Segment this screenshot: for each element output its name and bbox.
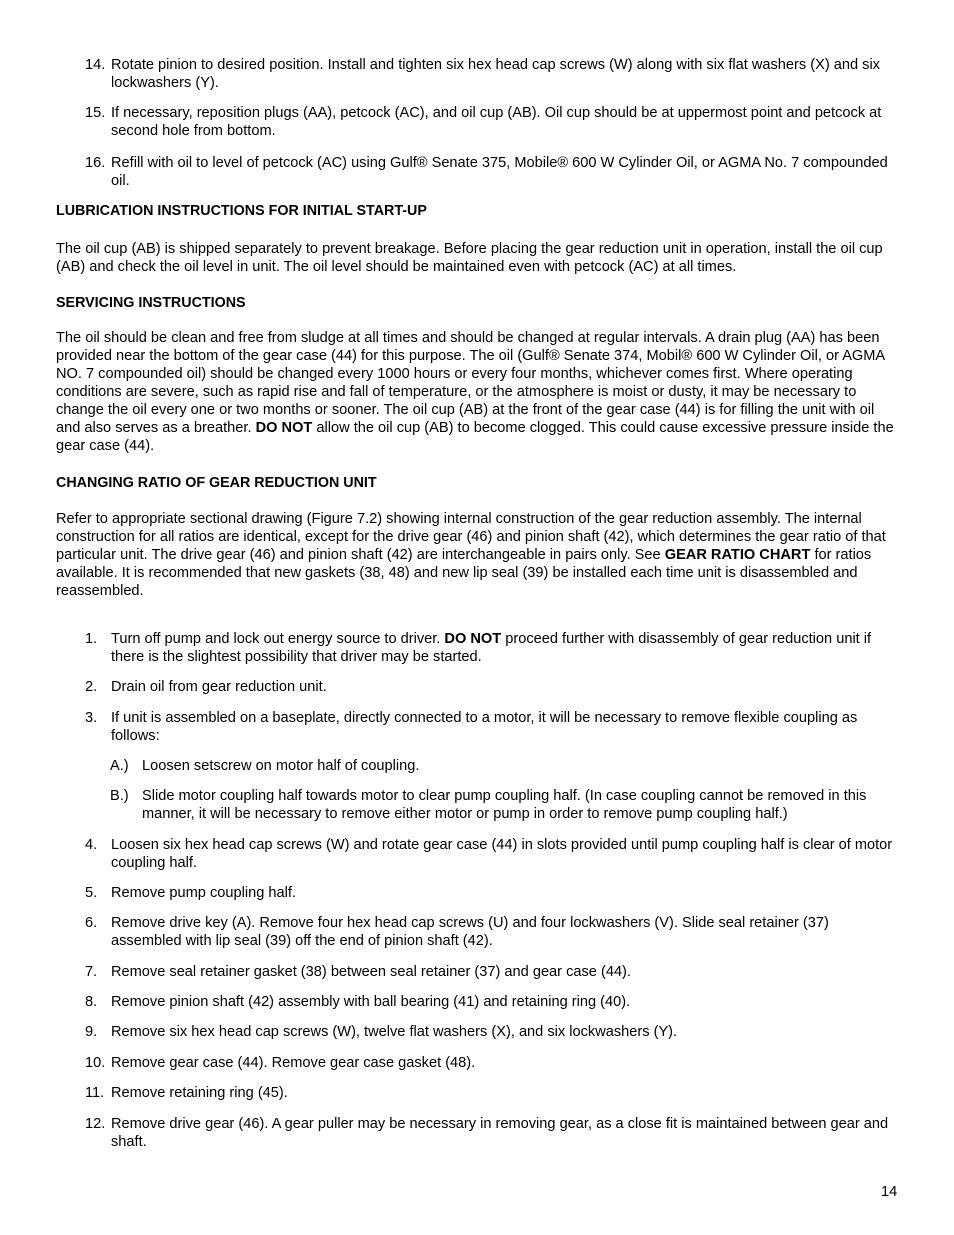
list-number: 7. xyxy=(85,964,98,980)
list-item xyxy=(85,914,897,950)
list-text: Remove pump coupling half. xyxy=(111,885,296,901)
changing-text-a: Refer to appropriate sectional drawing (Figure 7.2) showing internal construction of the gear reduction assembly. The internal construction for all ratios are identical, except for the drive gear (46) and pinion shaft (42), which determines the gear ratio of that particular unit. The drive gear (46) and pinion shaft (42) are interchangeable in pairs only. See xyxy=(56,511,886,563)
list-number: 4. xyxy=(85,837,98,853)
list-text: Refill with oil to level of petcock (AC) using Gulf® Senate 375, Mobile® 600 W Cylinder Oil, or AGMA No. 7 compounded oil. xyxy=(111,155,888,189)
list-text: Remove retaining ring (45). xyxy=(111,1085,288,1101)
list-number: 15. xyxy=(85,105,106,121)
servicing-bold: DO NOT xyxy=(255,420,313,436)
step-text-a: Turn off pump and lock out energy source to driver. xyxy=(111,631,441,647)
section-heading-changing-ratio: CHANGING RATIO OF GEAR REDUCTION UNIT xyxy=(56,475,377,491)
list-item xyxy=(85,630,897,666)
list-number: 10. xyxy=(85,1055,106,1071)
list-text: Remove gear case (44). Remove gear case gasket (48). xyxy=(111,1055,476,1071)
sub-list-text: Loosen setscrew on motor half of coupling. xyxy=(142,758,420,774)
sub-list-item xyxy=(110,787,900,823)
list-number: 11. xyxy=(85,1085,105,1101)
list-number: 3. xyxy=(85,710,98,726)
servicing-text-b: allow the oil cup (AB) to become clogged. This could cause excessive pressure inside the gear case (44). xyxy=(56,420,894,454)
changing-paragraph xyxy=(56,510,898,600)
list-item xyxy=(85,1115,897,1151)
list-item xyxy=(85,709,897,745)
list-number: 8. xyxy=(85,994,98,1010)
list-number: 16. xyxy=(85,155,106,171)
list-text: If necessary, reposition plugs (AA), petcock (AC), and oil cup (AB). Oil cup should be at uppermost point and petcock at second hole from bottom. xyxy=(111,105,882,139)
servicing-paragraph xyxy=(56,329,898,455)
list-number: 2. xyxy=(85,679,98,695)
sub-list-letter: A.) xyxy=(110,758,129,774)
list-text: Remove drive key (A). Remove four hex head cap screws (U) and four lockwashers (V). Slide seal retainer (37) assembled with lip seal (39) off the end of pinion shaft (42). xyxy=(111,915,829,949)
list-item xyxy=(85,56,897,92)
list-text: If unit is assembled on a baseplate, directly connected to a motor, it will be necessary to remove flexible coupling as follows: xyxy=(111,710,858,744)
list-item xyxy=(85,1023,897,1041)
list-number: 6. xyxy=(85,915,98,931)
list-text: Remove six hex head cap screws (W), twelve flat washers (X), and six lockwashers (Y). xyxy=(111,1024,678,1040)
list-item xyxy=(85,884,897,902)
page-number: 14 xyxy=(881,1184,898,1200)
list-text xyxy=(85,630,897,666)
list-number: 1. xyxy=(85,631,98,647)
list-text: Remove drive gear (46). A gear puller may be necessary in removing gear, as a close fit is maintained between gear and shaft. xyxy=(111,1116,889,1150)
sub-list-text: Slide motor coupling half towards motor to clear pump coupling half. (In case coupling cannot be removed in this manner, it will be necessary to remove either motor or pump in order to remove pump coupling half.) xyxy=(142,788,867,822)
list-item xyxy=(85,104,897,140)
list-item xyxy=(85,963,897,981)
servicing-text-a: The oil should be clean and free from sludge at all times and should be changed at regular intervals. A drain plug (AA) has been provided near the bottom of the gear case (44) for this purpose. The oil (Gulf® Senate 374, Mobil® 600 W Cylinder Oil, or AGMA NO. 7 compounded oil) should be changed every 1000 hours or every four months, whichever comes first. Where operating conditions are severe, such as rapid rise and fall of temperature, or the atmosphere is moist or dusty, it may be necessary to change the oil every one or two months or sooner. The oil cup (AB) at the front of the gear case (44) is for filling the unit with oil and also serves as a breather. xyxy=(56,330,885,436)
list-number: 9. xyxy=(85,1024,98,1040)
step-bold: DO NOT xyxy=(444,631,502,647)
changing-bold: GEAR RATIO CHART xyxy=(664,547,811,563)
list-item xyxy=(85,154,897,190)
step-text-b: proceed further with disassembly of gear reduction unit if there is the slightest possibility that driver may be started. xyxy=(111,631,872,665)
list-item xyxy=(85,993,897,1011)
list-item xyxy=(85,1084,897,1102)
sub-list-item xyxy=(110,757,900,775)
list-number: 12. xyxy=(85,1116,106,1132)
list-text: Drain oil from gear reduction unit. xyxy=(111,679,327,695)
section-heading-lubrication: LUBRICATION INSTRUCTIONS FOR INITIAL START-UP xyxy=(56,203,427,219)
lubrication-paragraph: The oil cup (AB) is shipped separately to prevent breakage. Before placing the gear reduction unit in operation, install the oil cup (AB) and check the oil level in unit. The oil level should be maintained even with petcock (AC) at all times. xyxy=(56,241,883,275)
list-text: Remove seal retainer gasket (38) between seal retainer (37) and gear case (44). xyxy=(111,964,631,980)
list-text: Loosen six hex head cap screws (W) and rotate gear case (44) in slots provided until pump coupling half is clear of motor coupling half. xyxy=(111,837,893,871)
list-number: 5. xyxy=(85,885,98,901)
changing-text-b: for ratios available. It is recommended that new gaskets (38, 48) and new lip seal (39) be installed each time unit is disassembled and reassembled. xyxy=(56,547,872,599)
section-heading-servicing: SERVICING INSTRUCTIONS xyxy=(56,295,246,311)
list-item xyxy=(85,836,897,872)
list-text: Remove pinion shaft (42) assembly with ball bearing (41) and retaining ring (40). xyxy=(111,994,631,1010)
list-number: 14. xyxy=(85,57,106,73)
list-item xyxy=(85,678,897,696)
sub-list-letter: B.) xyxy=(110,788,129,804)
list-item xyxy=(85,1054,897,1072)
list-text: Rotate pinion to desired position. Install and tighten six hex head cap screws (W) along with six flat washers (X) and six lockwashers (Y). xyxy=(111,57,880,91)
